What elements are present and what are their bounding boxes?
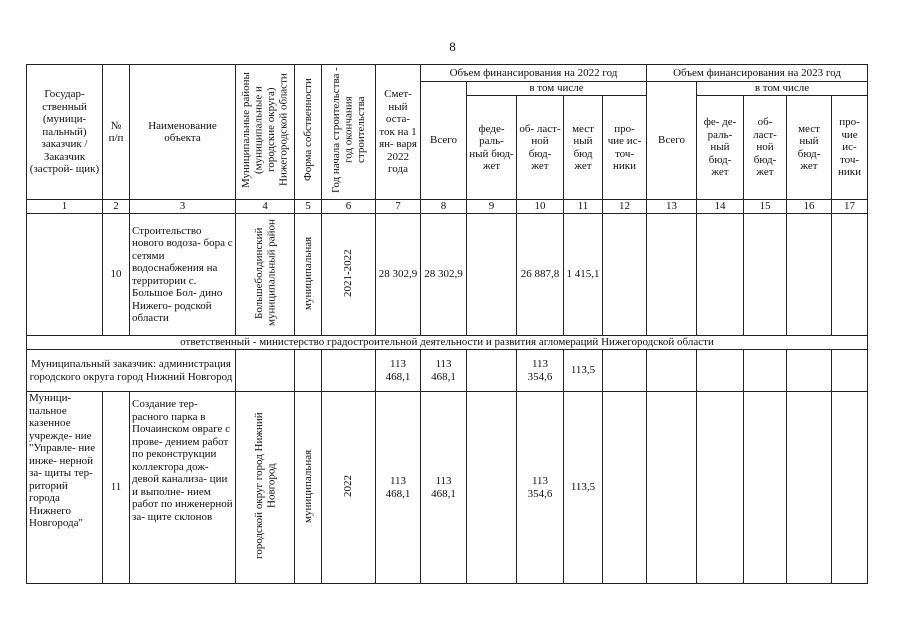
header-regional-2023: об- ласт- ной бюд- жет: [744, 96, 787, 200]
column-number: 4: [236, 200, 295, 214]
subtotal-regional-2022: 113 354,6: [517, 350, 564, 392]
subtotal-local-2023: [787, 350, 832, 392]
row1-years: 2021-2022: [322, 214, 376, 336]
header-num: № п/п: [103, 65, 130, 200]
row1-object: Строительство нового водоза- бора с сетями водоснабжения на территории с. Большое Бол- дино Нижего- родской области: [130, 214, 236, 336]
row2-federal-2023: [697, 392, 744, 584]
page-number: 8: [449, 39, 456, 54]
subtotal-federal-2022: [467, 350, 517, 392]
header-fin-2023: Объем финансирования на 2023 год: [647, 65, 868, 82]
row1-local-2023: [787, 214, 832, 336]
row1-district: Большеболдинский муниципальный район: [236, 214, 295, 336]
header-other-2022: про- чие ис- точ- ники: [603, 96, 647, 200]
row1-customer: [27, 214, 103, 336]
row1-estimate: 28 302,9: [376, 214, 421, 336]
header-incl-2022: в том числе: [467, 82, 647, 96]
row2-total-2022: 113 468,1: [421, 392, 467, 584]
header-districts: Муниципальные районы (муниципальные и городские округа) Нижегородской области: [236, 65, 295, 200]
table-row: [27, 392, 868, 584]
row2-estimate: 113 468,1: [376, 392, 421, 584]
column-number: 1: [27, 200, 103, 214]
row1-total-2022: 28 302,9: [421, 214, 467, 336]
table-row: [27, 214, 868, 336]
row1-federal-2023: [697, 214, 744, 336]
header-local-2022: мест ный бюд жет: [564, 96, 603, 200]
subtotal-years: [322, 350, 376, 392]
header-fin-2022: Объем финансирования на 2022 год: [421, 65, 647, 82]
row2-total-2023: [647, 392, 697, 584]
column-number: 14: [697, 200, 744, 214]
header-ownership: Форма собственности: [295, 65, 322, 200]
subtotal-regional-2023: [744, 350, 787, 392]
subtotal-total-2022: 113 468,1: [421, 350, 467, 392]
header-customer: Государ- ственный (муници- пальный) заказчик / Заказчик (застрой- щик): [27, 65, 103, 200]
column-number: 6: [322, 200, 376, 214]
header-total-2023: Всего: [647, 82, 697, 200]
row1-federal-2022: [467, 214, 517, 336]
header-total-2022: Всего: [421, 82, 467, 200]
column-number: 13: [647, 200, 697, 214]
subtotal-district: [236, 350, 295, 392]
row2-ownership: муниципальная: [295, 392, 322, 584]
column-number: 11: [564, 200, 603, 214]
row1-other-2022: [603, 214, 647, 336]
header-incl-2023: в том числе: [697, 82, 868, 96]
row2-customer: Муници- пальное казенное учрежде- ние "Управле- ние инже- нерной за- щиты тер- риторий города Нижнего Новгорода": [27, 392, 103, 584]
column-number: 3: [130, 200, 236, 214]
column-number: 12: [603, 200, 647, 214]
column-number: 10: [517, 200, 564, 214]
subtotal-other-2022: [603, 350, 647, 392]
column-number: 9: [467, 200, 517, 214]
row1-local-2022: 1 415,1: [564, 214, 603, 336]
column-number: 2: [103, 200, 130, 214]
header-years: Год начала строительства - год окончания строительства: [322, 65, 376, 200]
row1-num: 10: [103, 214, 130, 336]
row2-years: 2022: [322, 392, 376, 584]
header-regional-2022: об- ласт- ной бюд- жет: [517, 96, 564, 200]
row2-other-2023: [832, 392, 868, 584]
column-number-row: [27, 200, 868, 214]
row2-federal-2022: [467, 392, 517, 584]
row2-object: Создание тер- расного парка в Почаинском овраге с прове- дением работ по реконструкции коллектора дож- девой канализа- ции и выполне- нием работ по инженерной за- щите склонов: [130, 392, 236, 584]
row2-regional-2022: 113 354,6: [517, 392, 564, 584]
column-number: 15: [744, 200, 787, 214]
subtotal-federal-2023: [697, 350, 744, 392]
subtotal-estimate: 113 468,1: [376, 350, 421, 392]
row1-regional-2023: [744, 214, 787, 336]
column-number: 5: [295, 200, 322, 214]
subtotal-ownership: [295, 350, 322, 392]
header-object-name: Наименование объекта: [130, 65, 236, 200]
subtotal-label: Муниципальный заказчик: администрация городского округа город Нижний Новгород: [27, 350, 236, 392]
row1-regional-2022: 26 887,8: [517, 214, 564, 336]
header-federal-2023: фе- де- раль- ный бюд- жет: [697, 96, 744, 200]
financing-table: [26, 64, 868, 584]
section-title: ответственный - министерство градостроительной деятельности и развития агломераций Нижегородской области: [27, 336, 868, 350]
column-number: 7: [376, 200, 421, 214]
column-number: 17: [832, 200, 868, 214]
row2-local-2023: [787, 392, 832, 584]
row1-ownership: муниципальная: [295, 214, 322, 336]
header-local-2023: мест ный бюд- жет: [787, 96, 832, 200]
row1-total-2023: [647, 214, 697, 336]
row2-num: 11: [103, 392, 130, 584]
row1-other-2023: [832, 214, 868, 336]
row2-other-2022: [603, 392, 647, 584]
subtotal-local-2022: 113,5: [564, 350, 603, 392]
subtotal-total-2023: [647, 350, 697, 392]
subtotal-other-2023: [832, 350, 868, 392]
header-estimate: Смет- ный оста- ток на 1 ян- варя 2022 года: [376, 65, 421, 200]
row2-regional-2023: [744, 392, 787, 584]
header-other-2023: про- чие ис- точ- ники: [832, 96, 868, 200]
column-number: 16: [787, 200, 832, 214]
row2-local-2022: 113,5: [564, 392, 603, 584]
row2-district: городской округ город Нижний Новгород: [236, 392, 295, 584]
header-federal-2022: феде- раль- ный бюд- жет: [467, 96, 517, 200]
subtotal-row: [27, 350, 868, 392]
column-number: 8: [421, 200, 467, 214]
